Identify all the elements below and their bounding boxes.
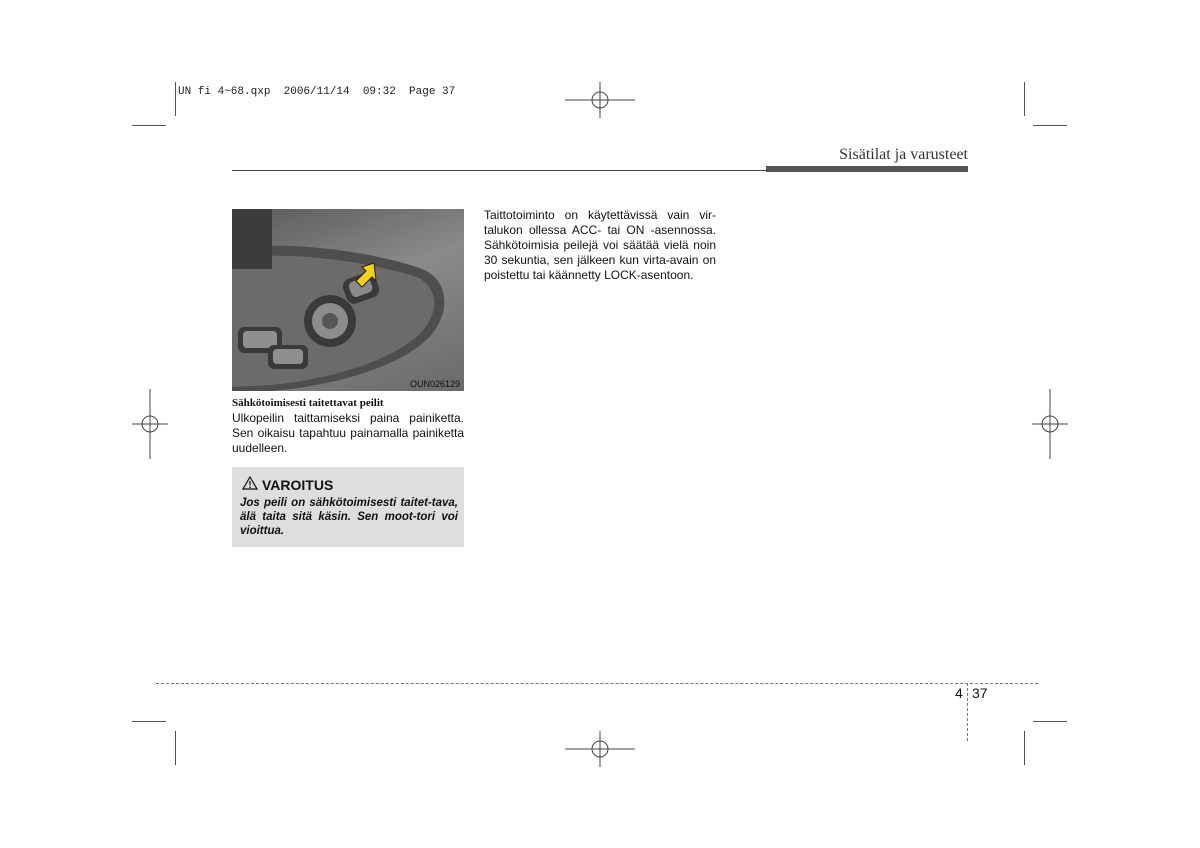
section-title: Sisätilat ja varusteet <box>839 146 968 163</box>
header-rule-accent <box>766 166 968 172</box>
registration-mark-top <box>565 82 635 118</box>
warning-triangle-icon <box>242 476 258 490</box>
chapter-number: 4 <box>955 685 963 701</box>
registration-mark-left <box>132 389 168 459</box>
registration-mark-right <box>1032 389 1068 459</box>
door-panel-illustration <box>232 209 464 391</box>
warning-box <box>232 467 464 547</box>
print-slug: UN fi 4~68.qxp 2006/11/14 09:32 Page 37 <box>178 86 456 98</box>
figure-caption: Sähkötoimisesti taitettavat peilit <box>232 397 384 409</box>
footer-rule <box>156 683 1038 684</box>
right-body-text: Taittotoiminto on käytettävissä vain vir-talukon ollessa ACC- tai ON -asennossa. Sähkötoimisia peilejä voi säätää vielä noin 30 sekuntia, sen jälkeen kun virta-avain on poistettu tai käännetty LOCK-asentoon. <box>484 208 716 282</box>
figure-code: OUN026129 <box>409 379 460 389</box>
header-rule <box>232 170 768 171</box>
footer-divider <box>967 683 968 741</box>
mirror-switch-photo <box>232 209 464 391</box>
page-number: 37 <box>972 685 988 701</box>
warning-text: Jos peili on sähkötoimisesti taitet-tava, älä taita sitä käsin. Sen moot-tori voi vioittua. <box>240 497 458 537</box>
warning-title: VAROITUS <box>262 477 334 493</box>
left-body-text: Ulkopeilin taittamiseksi paina painiketta. Sen oikaisu tapahtuu painamalla painiketta uudelleen. <box>232 411 464 455</box>
registration-mark-bottom <box>565 731 635 767</box>
